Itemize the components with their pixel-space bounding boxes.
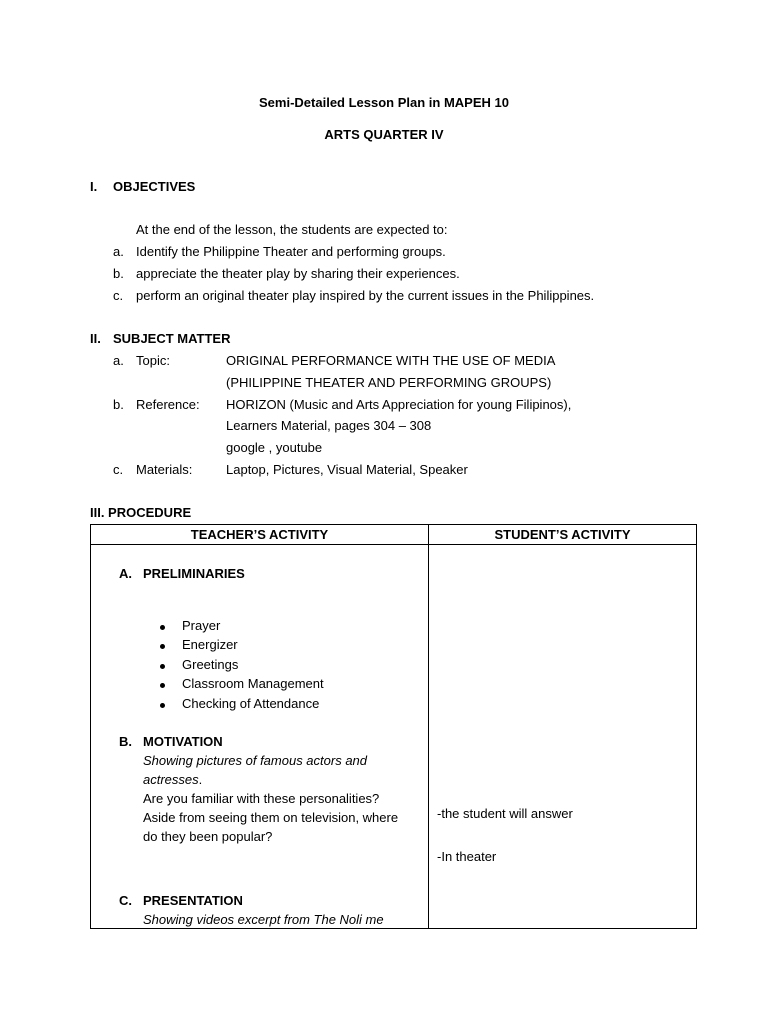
reference-label: Reference: (136, 397, 200, 412)
objective-letter: c. (113, 288, 124, 303)
motivation-line: Are you familiar with these personalities? (143, 791, 380, 806)
motivation-line: Aside from seeing them on television, where (143, 810, 399, 825)
subject-matter-heading: SUBJECT MATTER (113, 331, 231, 346)
bullet-icon (160, 644, 165, 649)
objective-text: Identify the Philippine Theater and performing groups. (136, 244, 446, 259)
topic-letter: a. (113, 353, 124, 368)
presentation-heading: PRESENTATION (143, 893, 243, 908)
motivation-letter: B. (119, 734, 132, 749)
materials-label: Materials: (136, 462, 193, 477)
student-response: -the student will answer (437, 806, 573, 821)
presentation-italic-line: Showing videos excerpt from The Noli me (143, 912, 384, 927)
preliminaries-heading: PRELIMINARIES (143, 566, 245, 581)
bullet-icon (160, 664, 165, 669)
student-response: -In theater (437, 849, 497, 864)
objectives-numeral: I. (90, 179, 98, 194)
motivation-italic-line: Showing pictures of famous actors and (143, 753, 368, 768)
teacher-activity-cell (91, 545, 429, 929)
objective-text: perform an original theater play inspired by the current issues in the Philippines. (136, 288, 595, 303)
bullet-icon (160, 625, 165, 630)
table-row (91, 545, 697, 929)
materials-line: Laptop, Pictures, Visual Material, Speaker (226, 462, 468, 477)
objective-letter: b. (113, 266, 124, 281)
preliminaries-item: Classroom Management (182, 676, 324, 691)
materials-letter: c. (113, 462, 124, 477)
preliminaries-letter: A. (119, 566, 132, 581)
bullet-icon (160, 703, 165, 708)
motivation-italic-line-wrapper (143, 772, 202, 788)
student-activity-header: STUDENT’S ACTIVITY (429, 525, 697, 545)
objectives-intro: At the end of the lesson, the students are expected to: (136, 222, 448, 237)
motivation-italic-suffix: . (198, 772, 203, 787)
reference-line: HORIZON (Music and Arts Appreciation for young Filipinos), (226, 397, 572, 412)
objective-text: appreciate the theater play by sharing their experiences. (136, 266, 460, 281)
topic-line: (PHILIPPINE THEATER AND PERFORMING GROUPS) (226, 375, 552, 390)
preliminaries-item: Prayer (182, 618, 221, 633)
reference-line: google , youtube (226, 440, 323, 455)
objectives-heading: OBJECTIVES (113, 179, 196, 194)
topic-line: ORIGINAL PERFORMANCE WITH THE USE OF MEDIA (226, 353, 556, 368)
subject-matter-numeral: II. (90, 331, 101, 346)
reference-line: Learners Material, pages 304 – 308 (226, 418, 432, 433)
procedure-table (90, 524, 697, 929)
reference-letter: b. (113, 397, 124, 412)
motivation-line: do they been popular? (143, 829, 273, 844)
preliminaries-item: Energizer (182, 637, 238, 652)
student-activity-cell (429, 545, 697, 929)
bullet-icon (160, 683, 165, 688)
teacher-activity-header: TEACHER’S ACTIVITY (91, 525, 429, 545)
document-title: Semi-Detailed Lesson Plan in MAPEH 10 (259, 95, 509, 110)
topic-label: Topic: (136, 353, 170, 368)
motivation-italic-line: actresses (143, 772, 199, 787)
objective-letter: a. (113, 244, 124, 259)
preliminaries-item: Checking of Attendance (182, 696, 320, 711)
procedure-heading: III. PROCEDURE (90, 505, 192, 520)
motivation-heading: MOTIVATION (143, 734, 223, 749)
document-subtitle: ARTS QUARTER IV (324, 127, 444, 142)
preliminaries-item: Greetings (182, 657, 239, 672)
presentation-letter: C. (119, 893, 132, 908)
table-header-row (91, 525, 697, 545)
